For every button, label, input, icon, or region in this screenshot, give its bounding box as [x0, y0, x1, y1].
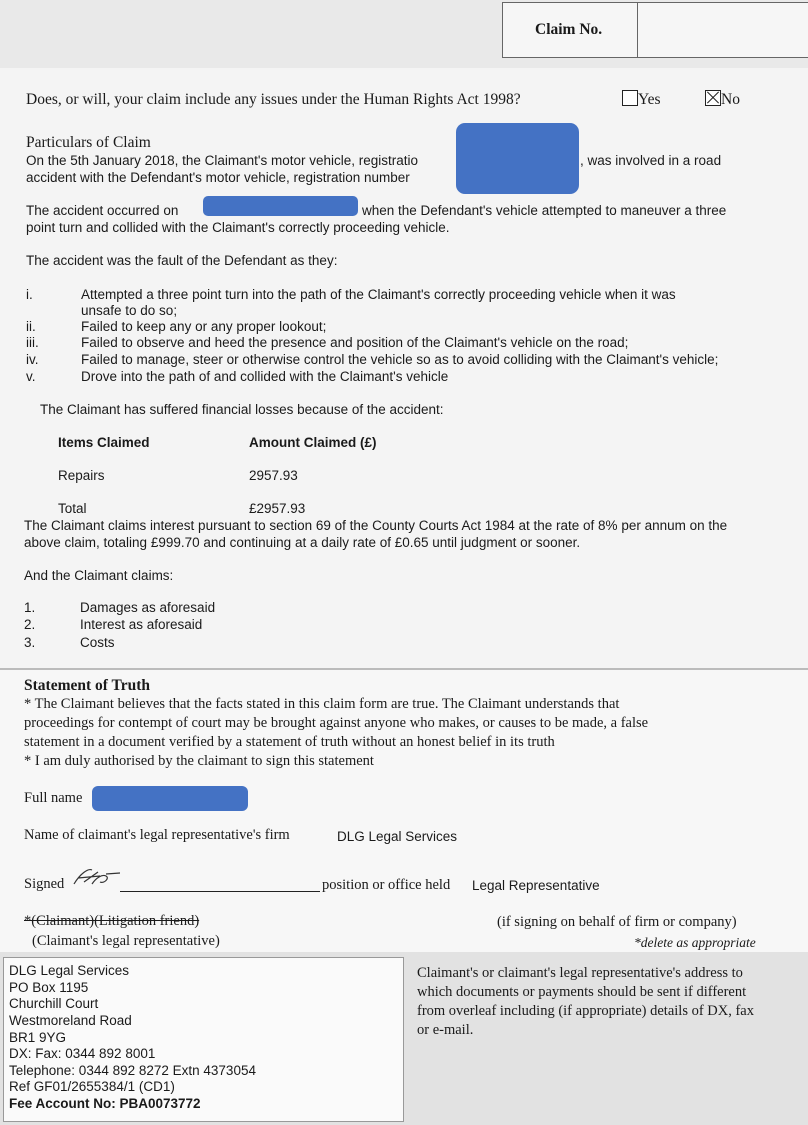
- claims-intro: And the Claimant claims:: [24, 568, 174, 583]
- no-checkbox-checked[interactable]: [705, 90, 721, 106]
- interest-line1: The Claimant claims interest pursuant to section 69 of the County Courts Act 1984 at the rate of 8% per annum on the: [24, 518, 728, 533]
- interest-line2: above claim, totaling £999.70 and continuing at a daily rate of £0.65 until judgment or sooner.: [24, 535, 581, 550]
- address-line: BR1 9YG: [9, 1030, 67, 1045]
- total-label: Total: [58, 501, 87, 516]
- claim-number-field[interactable]: [637, 3, 805, 55]
- truth-p2: proceedings for contempt of court may be brought against anyone who makes, or causes to be made, a false: [24, 715, 649, 731]
- redacted-registration: [456, 123, 579, 194]
- human-rights-question: Does, or will, your claim include any issues under the Human Rights Act 1998?: [26, 91, 521, 108]
- address-line: Telephone: 0344 892 8272 Extn 4373054: [9, 1063, 256, 1078]
- accident-line2: point turn and collided with the Claimant's correctly proceeding vehicle.: [26, 220, 450, 235]
- redacted-location: [203, 196, 358, 216]
- address-note-line: which documents or payments should be sent if different: [417, 984, 747, 1000]
- signed-label: Signed: [24, 876, 65, 892]
- full-name-label: Full name: [24, 790, 83, 806]
- fault-num: iv.: [26, 352, 39, 367]
- no-label: No: [721, 91, 740, 108]
- claim-text: Interest as aforesaid: [80, 617, 203, 632]
- accident-line1b: when the Defendant's vehicle attempted to maneuver a three: [362, 203, 727, 218]
- losses-intro: The Claimant has suffered financial losses because of the accident:: [40, 402, 444, 417]
- fault-text: Attempted a three point turn into the path of the Claimant's correctly proceeding vehicle when it was: [81, 287, 676, 302]
- fault-text: Failed to manage, steer or otherwise control the vehicle so as to avoid colliding with the Claimant's vehicle;: [81, 352, 719, 367]
- fault-num: ii.: [26, 319, 36, 334]
- fault-text-cont: unsafe to do so;: [81, 303, 178, 318]
- claim-number-label: Claim No.: [535, 21, 603, 38]
- redacted-full-name[interactable]: [92, 786, 248, 811]
- address-line: Ref GF01/2655384/1 (CD1): [9, 1079, 175, 1094]
- fault-num: i.: [26, 287, 33, 302]
- human-rights-yes[interactable]: [622, 90, 661, 109]
- address-note-line: Claimant's or claimant's legal representative's address to: [417, 965, 743, 981]
- address-line: Westmoreland Road: [9, 1013, 132, 1028]
- fault-text: Failed to observe and heed the presence and position of the Claimant's vehicle on the road;: [81, 335, 629, 350]
- firm-label: Name of claimant's legal representative's firm: [24, 827, 290, 843]
- claimant-struck: *(Claimant)(Litigation friend): [24, 913, 200, 929]
- position-value: Legal Representative: [472, 878, 600, 893]
- claim-text: Costs: [80, 635, 115, 650]
- accident-line1a: The accident occurred on: [26, 203, 179, 218]
- truth-p1: * The Claimant believes that the facts stated in this claim form are true. The Claimant understands that: [24, 696, 620, 712]
- address-line: PO Box 1195: [9, 980, 89, 995]
- claimant-rep: (Claimant's legal representative): [32, 933, 220, 949]
- fee-account: Fee Account No: PBA0073772: [9, 1096, 201, 1111]
- repairs-label: Repairs: [58, 468, 105, 483]
- truth-p4: * I am duly authorised by the claimant to sign this statement: [24, 753, 374, 769]
- particulars-line1a: On the 5th January 2018, the Claimant's motor vehicle, registratio: [26, 153, 419, 168]
- address-line: Churchill Court: [9, 996, 99, 1011]
- amount-header: Amount Claimed (£): [249, 435, 377, 450]
- particulars-heading: Particulars of Claim: [26, 134, 151, 151]
- signature-icon: [70, 862, 124, 892]
- address-note-line: from overleaf including (if appropriate) details of DX, fax: [417, 1003, 754, 1019]
- fault-text: Failed to keep any or any proper lookout;: [81, 319, 327, 334]
- fault-num: v.: [26, 369, 36, 384]
- fault-text: Drove into the path of and collided with the Claimant's vehicle: [81, 369, 449, 384]
- address-note-line: or e-mail.: [417, 1022, 474, 1038]
- truth-p3: statement in a document verified by a statement of truth without an honest belief in its truth: [24, 734, 555, 750]
- total-value: £2957.93: [249, 501, 306, 516]
- repairs-value: 2957.93: [249, 468, 298, 483]
- position-label: position or office held: [322, 877, 451, 893]
- yes-label: Yes: [638, 91, 661, 108]
- address-line: DLG Legal Services: [9, 963, 130, 978]
- particulars-line1b: , was involved in a road: [580, 153, 722, 168]
- delete-note: *delete as appropriate: [634, 935, 756, 950]
- signature-line[interactable]: [120, 891, 320, 892]
- particulars-line2: accident with the Defendant's motor vehicle, registration number: [26, 170, 410, 185]
- claim-num: 3.: [24, 635, 36, 650]
- items-header: Items Claimed: [58, 435, 150, 450]
- fault-intro: The accident was the fault of the Defendant as they:: [26, 253, 338, 268]
- claim-num: 1.: [24, 600, 36, 615]
- on-behalf-note: (if signing on behalf of firm or company): [497, 914, 737, 930]
- address-line: DX: Fax: 0344 892 8001: [9, 1046, 156, 1061]
- claim-num: 2.: [24, 617, 36, 632]
- human-rights-no[interactable]: [705, 90, 740, 109]
- claim-text: Damages as aforesaid: [80, 600, 216, 615]
- firm-value: DLG Legal Services: [337, 829, 458, 844]
- truth-heading: Statement of Truth: [24, 677, 150, 694]
- fault-num: iii.: [26, 335, 39, 350]
- yes-checkbox[interactable]: [622, 90, 638, 106]
